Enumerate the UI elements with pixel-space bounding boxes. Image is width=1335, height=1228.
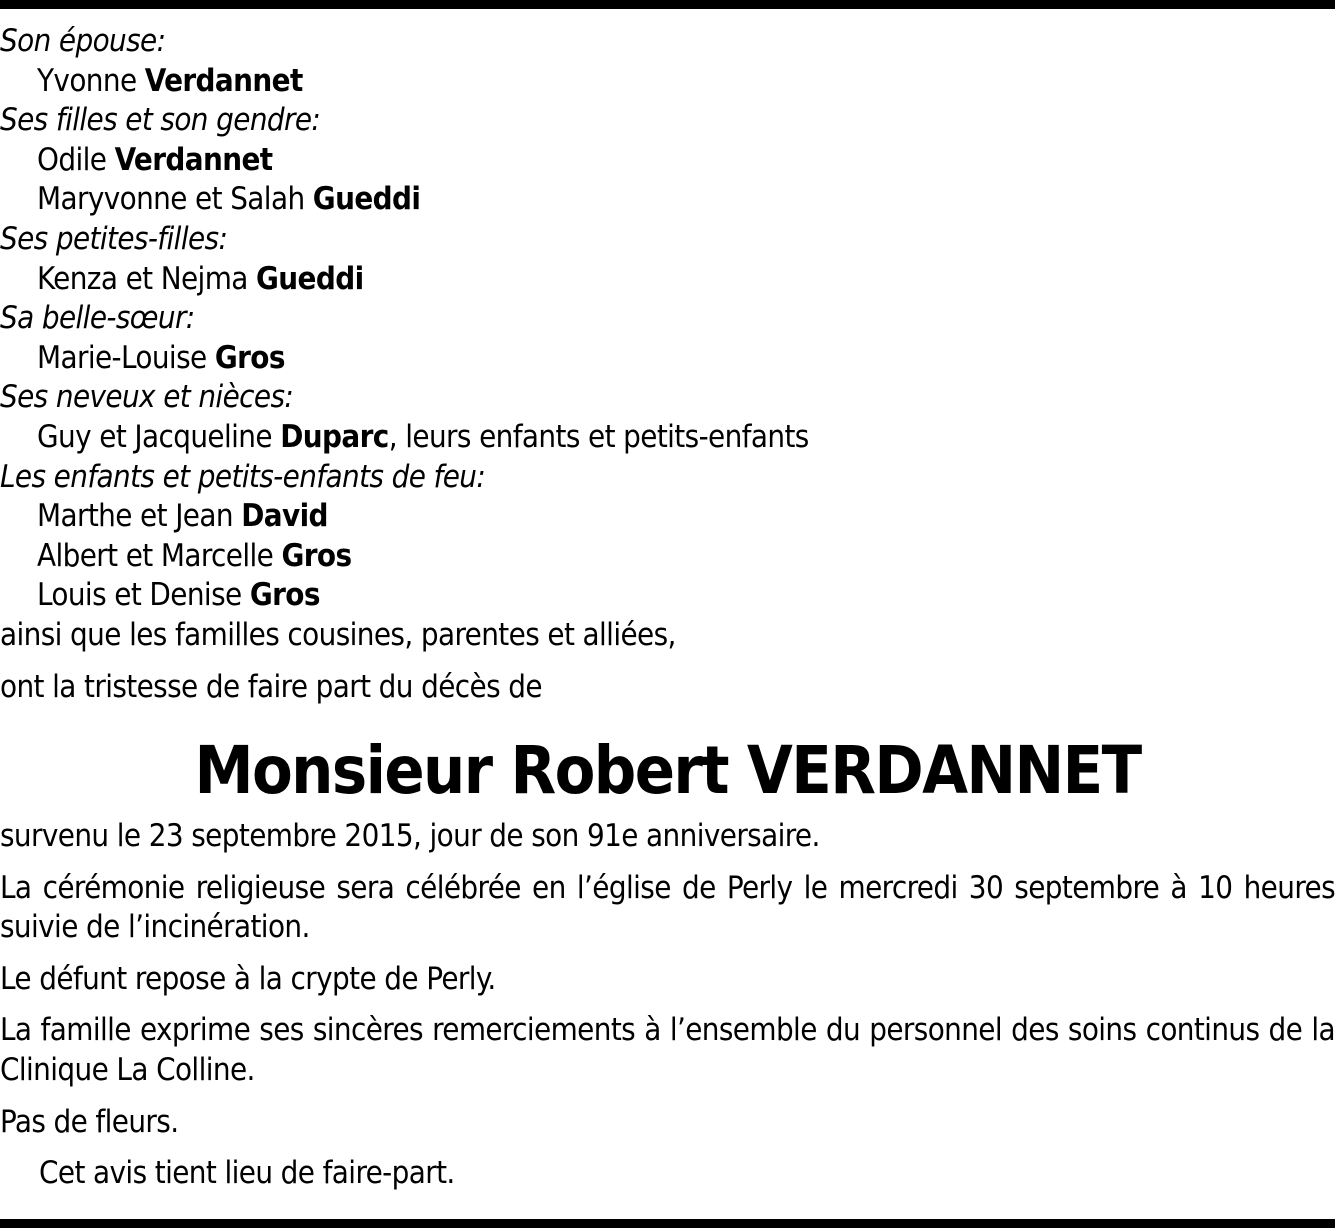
family-surname: Gueddi xyxy=(312,181,421,218)
rest-place-paragraph: Le défunt repose à la crypte de Perly. xyxy=(0,960,496,997)
announcement-line: ont la tristesse de faire part du décès de xyxy=(0,668,542,705)
family-surname: Gros xyxy=(249,577,320,614)
family-surname: David xyxy=(241,498,328,535)
family-member: Marthe et Jean David xyxy=(37,498,328,535)
no-flowers-paragraph: Pas de fleurs. xyxy=(0,1103,179,1140)
relation-heading-late-relatives: Les enfants et petits-enfants de feu: xyxy=(0,458,486,495)
relation-heading-granddaughters: Ses petites-filles: xyxy=(0,220,228,257)
thanks-paragraph: La famille exprime ses sincères remerciements à l’ensemble du personnel des soins continus de la Clinique La Colline. xyxy=(0,1012,1335,1089)
bottom-border-rule xyxy=(0,1219,1335,1228)
obituary-notice xyxy=(0,22,1335,1194)
family-surname: Gueddi xyxy=(256,260,364,297)
relation-heading-spouse: Son épouse: xyxy=(0,23,166,59)
family-member: Kenza et Nejma Gueddi xyxy=(37,260,364,297)
extended-family-line: ainsi que les familles cousines, parentes et alliées, xyxy=(0,616,676,653)
death-date-paragraph: survenu le 23 septembre 2015, jour de son 91e anniversaire. xyxy=(0,818,820,855)
family-member: Odile Verdannet xyxy=(37,141,273,178)
relation-heading-daughters: Ses filles et son gendre: xyxy=(0,102,321,139)
family-surname: Gros xyxy=(281,537,352,574)
family-member: Albert et Marcelle Gros xyxy=(37,537,352,574)
family-member: Yvonne Verdannet xyxy=(37,62,303,99)
ceremony-paragraph: La cérémonie religieuse sera célébrée en l’église de Perly le mercredi 30 septembre à 10 heures suivie de l’incinération. xyxy=(0,869,1335,946)
family-member: Louis et Denise Gros xyxy=(37,577,320,614)
top-border-rule xyxy=(0,0,1335,9)
relation-heading-sister-in-law: Sa belle-sœur: xyxy=(0,300,195,337)
family-surname: Verdannet xyxy=(144,62,303,99)
deceased-name: Monsieur Robert VERDANNET xyxy=(194,732,1141,810)
closing-note: Cet avis tient lieu de faire-part. xyxy=(39,1155,455,1192)
family-surname: Gros xyxy=(214,339,285,376)
family-member: Marie-Louise Gros xyxy=(37,339,285,376)
family-member: Maryvonne et Salah Gueddi xyxy=(37,181,421,218)
family-surname: Duparc xyxy=(280,418,389,455)
relation-heading-nephews-nieces: Ses neveux et nièces: xyxy=(0,379,294,416)
family-member: Guy et Jacqueline Duparc, leurs enfants et petits-enfants xyxy=(37,418,809,455)
family-surname: Verdannet xyxy=(114,141,273,178)
